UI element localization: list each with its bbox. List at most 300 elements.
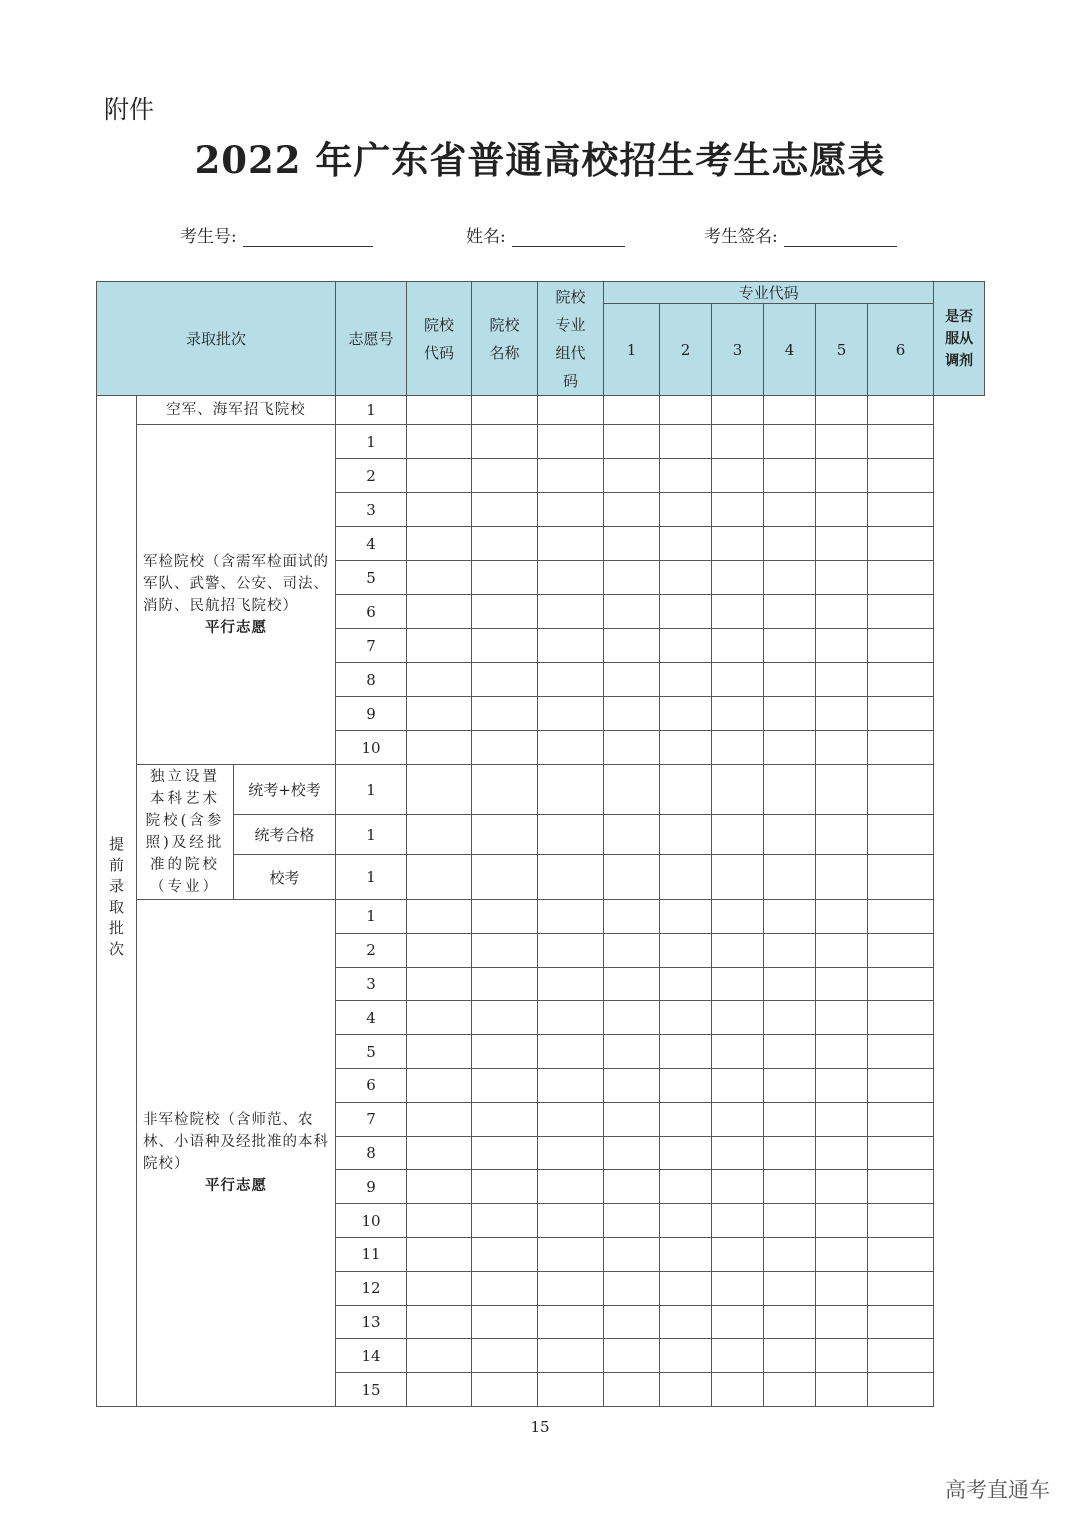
entry-cell[interactable] <box>472 493 538 527</box>
entry-cell[interactable] <box>764 527 816 561</box>
entry-cell[interactable] <box>712 396 764 425</box>
entry-cell[interactable] <box>816 459 868 493</box>
entry-cell[interactable] <box>816 396 868 425</box>
table-row <box>97 765 985 815</box>
exam-type: 统考+校考 <box>234 765 336 815</box>
entry-cell[interactable] <box>712 1305 764 1339</box>
entry-cell[interactable] <box>538 493 604 527</box>
entry-cell[interactable] <box>407 1035 472 1069</box>
entry-cell[interactable] <box>407 396 472 425</box>
entry-cell[interactable] <box>660 1373 712 1407</box>
entry-cell[interactable] <box>868 1170 934 1204</box>
entry-cell[interactable] <box>712 815 764 855</box>
entry-cell[interactable] <box>472 731 538 765</box>
entry-cell[interactable] <box>660 933 712 967</box>
entry-cell[interactable] <box>538 933 604 967</box>
entry-cell[interactable] <box>816 1237 868 1271</box>
group-label-text: 非军检院校（含师范、农林、小语种及经批准的本科院校） <box>143 1111 329 1172</box>
entry-cell[interactable] <box>868 561 934 595</box>
entry-cell[interactable] <box>472 425 538 459</box>
entry-cell[interactable] <box>764 561 816 595</box>
entry-cell[interactable] <box>660 527 712 561</box>
entry-cell[interactable] <box>712 1204 764 1238</box>
entry-cell[interactable] <box>660 1102 712 1136</box>
entry-cell[interactable] <box>816 663 868 697</box>
entry-cell[interactable] <box>816 1204 868 1238</box>
entry-cell[interactable] <box>868 425 934 459</box>
batch-label-text: 提前录取批次 <box>107 835 125 962</box>
entry-cell[interactable] <box>407 1204 472 1238</box>
entry-cell[interactable] <box>764 425 816 459</box>
entry-cell[interactable] <box>816 815 868 855</box>
entry-cell[interactable] <box>538 815 604 855</box>
entry-cell[interactable] <box>407 1001 472 1035</box>
entry-cell[interactable] <box>538 1136 604 1170</box>
entry-cell[interactable] <box>604 1001 660 1035</box>
entry-cell[interactable] <box>604 396 660 425</box>
entry-cell[interactable] <box>868 595 934 629</box>
entry-cell[interactable] <box>816 933 868 967</box>
entry-cell[interactable] <box>472 1305 538 1339</box>
entry-cell[interactable] <box>660 1001 712 1035</box>
wish-number: 13 <box>336 1305 407 1339</box>
group-label <box>137 396 336 425</box>
entry-cell[interactable] <box>712 561 764 595</box>
header-school-code <box>407 282 472 396</box>
name-blank[interactable] <box>512 226 625 247</box>
exam-number-blank[interactable] <box>243 226 373 247</box>
entry-cell[interactable] <box>604 1068 660 1102</box>
entry-cell[interactable] <box>604 629 660 663</box>
entry-cell[interactable] <box>472 1001 538 1035</box>
entry-cell[interactable] <box>712 1068 764 1102</box>
entry-cell[interactable] <box>712 459 764 493</box>
entry-cell[interactable] <box>660 425 712 459</box>
entry-cell[interactable] <box>764 1035 816 1069</box>
entry-cell[interactable] <box>660 900 712 934</box>
entry-cell[interactable] <box>712 1170 764 1204</box>
entry-cell[interactable] <box>816 1068 868 1102</box>
entry-cell[interactable] <box>538 595 604 629</box>
header-wish-no: 志愿号 <box>336 282 407 396</box>
entry-cell[interactable] <box>604 855 660 900</box>
entry-cell[interactable] <box>764 459 816 493</box>
entry-cell[interactable] <box>868 697 934 731</box>
entry-cell[interactable] <box>868 1339 934 1373</box>
entry-cell[interactable] <box>868 1373 934 1407</box>
entry-cell[interactable] <box>538 1102 604 1136</box>
wish-number: 2 <box>336 459 407 493</box>
entry-cell[interactable] <box>816 1102 868 1136</box>
exam-number-field[interactable] <box>180 222 373 247</box>
entry-cell[interactable] <box>660 561 712 595</box>
entry-cell[interactable] <box>816 1136 868 1170</box>
entry-cell[interactable] <box>538 1339 604 1373</box>
entry-cell[interactable] <box>816 855 868 900</box>
entry-cell[interactable] <box>816 595 868 629</box>
entry-cell[interactable] <box>472 967 538 1001</box>
entry-cell[interactable] <box>538 855 604 900</box>
entry-cell[interactable] <box>868 855 934 900</box>
entry-cell[interactable] <box>764 967 816 1001</box>
wish-number: 9 <box>336 697 407 731</box>
entry-cell[interactable] <box>472 765 538 815</box>
entry-cell[interactable] <box>472 595 538 629</box>
entry-cell[interactable] <box>712 967 764 1001</box>
entry-cell[interactable] <box>407 425 472 459</box>
entry-cell[interactable] <box>764 1170 816 1204</box>
entry-cell[interactable] <box>604 697 660 731</box>
entry-cell[interactable] <box>407 1068 472 1102</box>
entry-cell[interactable] <box>712 933 764 967</box>
entry-cell[interactable] <box>407 765 472 815</box>
entry-cell[interactable] <box>660 1305 712 1339</box>
entry-cell[interactable] <box>868 815 934 855</box>
entry-cell[interactable] <box>868 765 934 815</box>
entry-cell[interactable] <box>868 527 934 561</box>
wish-number: 1 <box>336 425 407 459</box>
entry-cell[interactable] <box>816 900 868 934</box>
entry-cell[interactable] <box>407 459 472 493</box>
entry-cell[interactable] <box>712 1136 764 1170</box>
entry-cell[interactable] <box>764 1373 816 1407</box>
entry-cell[interactable] <box>407 527 472 561</box>
entry-cell[interactable] <box>472 629 538 663</box>
entry-cell[interactable] <box>764 933 816 967</box>
entry-cell[interactable] <box>764 1237 816 1271</box>
entry-cell[interactable] <box>604 459 660 493</box>
entry-cell[interactable] <box>816 765 868 815</box>
entry-cell[interactable] <box>712 765 764 815</box>
entry-cell[interactable] <box>660 1068 712 1102</box>
entry-cell[interactable] <box>712 731 764 765</box>
entry-cell[interactable] <box>868 1102 934 1136</box>
entry-cell[interactable] <box>407 900 472 934</box>
entry-cell[interactable] <box>712 1102 764 1136</box>
entry-cell[interactable] <box>764 396 816 425</box>
entry-cell[interactable] <box>816 697 868 731</box>
wish-number: 10 <box>336 731 407 765</box>
entry-cell[interactable] <box>660 663 712 697</box>
entry-cell[interactable] <box>868 900 934 934</box>
entry-cell[interactable] <box>604 1102 660 1136</box>
entry-cell[interactable] <box>472 396 538 425</box>
group-label-text: 空军、海军招飞院校 <box>166 402 306 418</box>
entry-cell[interactable] <box>472 1204 538 1238</box>
wish-number: 5 <box>336 1035 407 1069</box>
name-field[interactable] <box>466 222 625 247</box>
entry-cell[interactable] <box>604 1271 660 1305</box>
entry-cell[interactable] <box>660 396 712 425</box>
entry-cell[interactable] <box>660 855 712 900</box>
entry-cell[interactable] <box>538 967 604 1001</box>
entry-cell[interactable] <box>868 1068 934 1102</box>
entry-cell[interactable] <box>764 1204 816 1238</box>
entry-cell[interactable] <box>538 663 604 697</box>
entry-cell[interactable] <box>604 663 660 697</box>
entry-cell[interactable] <box>407 1373 472 1407</box>
entry-cell[interactable] <box>604 967 660 1001</box>
entry-cell[interactable] <box>538 1305 604 1339</box>
entry-cell[interactable] <box>604 425 660 459</box>
entry-cell[interactable] <box>407 561 472 595</box>
entry-cell[interactable] <box>764 1136 816 1170</box>
entry-cell[interactable] <box>868 967 934 1001</box>
entry-cell[interactable] <box>712 493 764 527</box>
entry-cell[interactable] <box>868 396 934 425</box>
entry-cell[interactable] <box>604 1170 660 1204</box>
entry-cell[interactable] <box>604 1035 660 1069</box>
entry-cell[interactable] <box>407 731 472 765</box>
entry-cell[interactable] <box>868 1001 934 1035</box>
entry-cell[interactable] <box>764 1271 816 1305</box>
entry-cell[interactable] <box>816 1035 868 1069</box>
entry-cell[interactable] <box>712 425 764 459</box>
entry-cell[interactable] <box>407 1170 472 1204</box>
entry-cell[interactable] <box>816 1271 868 1305</box>
entry-cell[interactable] <box>472 1237 538 1271</box>
entry-cell[interactable] <box>764 1068 816 1102</box>
wish-number: 6 <box>336 595 407 629</box>
entry-cell[interactable] <box>604 1305 660 1339</box>
entry-cell[interactable] <box>712 1339 764 1373</box>
entry-cell[interactable] <box>472 459 538 493</box>
entry-cell[interactable] <box>660 1237 712 1271</box>
entry-cell[interactable] <box>868 1305 934 1339</box>
entry-cell[interactable] <box>712 1237 764 1271</box>
exam-type: 校考 <box>234 855 336 900</box>
header-major-1: 1 <box>604 304 660 396</box>
entry-cell[interactable] <box>604 1373 660 1407</box>
entry-cell[interactable] <box>712 1035 764 1069</box>
entry-cell[interactable] <box>472 663 538 697</box>
entry-cell[interactable] <box>868 459 934 493</box>
entry-cell[interactable] <box>538 1170 604 1204</box>
entry-cell[interactable] <box>538 629 604 663</box>
wish-number: 11 <box>336 1237 407 1271</box>
entry-cell[interactable] <box>538 1271 604 1305</box>
entry-cell[interactable] <box>868 663 934 697</box>
entry-cell[interactable] <box>816 1170 868 1204</box>
entry-cell[interactable] <box>712 527 764 561</box>
entry-cell[interactable] <box>604 1339 660 1373</box>
entry-cell[interactable] <box>764 1102 816 1136</box>
entry-cell[interactable] <box>604 595 660 629</box>
entry-cell[interactable] <box>472 1068 538 1102</box>
entry-cell[interactable] <box>407 855 472 900</box>
entry-cell[interactable] <box>764 493 816 527</box>
entry-cell[interactable] <box>660 493 712 527</box>
entry-cell[interactable] <box>660 731 712 765</box>
entry-cell[interactable] <box>604 900 660 934</box>
entry-cell[interactable] <box>472 1102 538 1136</box>
entry-cell[interactable] <box>764 1305 816 1339</box>
entry-cell[interactable] <box>764 900 816 934</box>
entry-cell[interactable] <box>407 1305 472 1339</box>
entry-cell[interactable] <box>660 1136 712 1170</box>
entry-cell[interactable] <box>764 595 816 629</box>
entry-cell[interactable] <box>407 967 472 1001</box>
entry-cell[interactable] <box>816 527 868 561</box>
entry-cell[interactable] <box>604 933 660 967</box>
entry-cell[interactable] <box>604 527 660 561</box>
entry-cell[interactable] <box>407 1339 472 1373</box>
header-group-code <box>538 282 604 396</box>
entry-cell[interactable] <box>712 855 764 900</box>
header-batch: 录取批次 <box>97 282 336 396</box>
entry-cell[interactable] <box>660 815 712 855</box>
entry-cell[interactable] <box>816 561 868 595</box>
entry-cell[interactable] <box>816 1373 868 1407</box>
entry-cell[interactable] <box>660 1204 712 1238</box>
entry-cell[interactable] <box>538 731 604 765</box>
entry-cell[interactable] <box>538 459 604 493</box>
entry-cell[interactable] <box>472 697 538 731</box>
entry-cell[interactable] <box>868 933 934 967</box>
entry-cell[interactable] <box>660 697 712 731</box>
entry-cell[interactable] <box>816 967 868 1001</box>
entry-cell[interactable] <box>764 765 816 815</box>
entry-cell[interactable] <box>604 815 660 855</box>
entry-cell[interactable] <box>472 933 538 967</box>
entry-cell[interactable] <box>472 1170 538 1204</box>
entry-cell[interactable] <box>538 1237 604 1271</box>
entry-cell[interactable] <box>712 697 764 731</box>
entry-cell[interactable] <box>712 1271 764 1305</box>
entry-cell[interactable] <box>712 1001 764 1035</box>
entry-cell[interactable] <box>472 1373 538 1407</box>
entry-cell[interactable] <box>816 1339 868 1373</box>
entry-cell[interactable] <box>764 1001 816 1035</box>
entry-cell[interactable] <box>538 1035 604 1069</box>
entry-cell[interactable] <box>816 1001 868 1035</box>
entry-cell[interactable] <box>472 1035 538 1069</box>
entry-cell[interactable] <box>472 900 538 934</box>
entry-cell[interactable] <box>868 731 934 765</box>
entry-cell[interactable] <box>816 629 868 663</box>
entry-cell[interactable] <box>660 629 712 663</box>
entry-cell[interactable] <box>712 1373 764 1407</box>
entry-cell[interactable] <box>604 1204 660 1238</box>
entry-cell[interactable] <box>764 629 816 663</box>
entry-cell[interactable] <box>604 1136 660 1170</box>
entry-cell[interactable] <box>407 697 472 731</box>
entry-cell[interactable] <box>660 967 712 1001</box>
entry-cell[interactable] <box>660 1035 712 1069</box>
entry-cell[interactable] <box>538 527 604 561</box>
entry-cell[interactable] <box>712 900 764 934</box>
entry-cell[interactable] <box>472 1271 538 1305</box>
entry-cell[interactable] <box>538 1204 604 1238</box>
entry-cell[interactable] <box>660 1170 712 1204</box>
wish-number: 3 <box>336 493 407 527</box>
entry-cell[interactable] <box>816 1305 868 1339</box>
entry-cell[interactable] <box>764 663 816 697</box>
entry-cell[interactable] <box>472 527 538 561</box>
entry-cell[interactable] <box>868 1035 934 1069</box>
entry-cell[interactable] <box>407 595 472 629</box>
entry-cell[interactable] <box>660 1339 712 1373</box>
entry-cell[interactable] <box>868 629 934 663</box>
entry-cell[interactable] <box>538 561 604 595</box>
entry-cell[interactable] <box>868 1237 934 1271</box>
entry-cell[interactable] <box>407 1102 472 1136</box>
entry-cell[interactable] <box>472 1136 538 1170</box>
entry-cell[interactable] <box>407 1237 472 1271</box>
entry-cell[interactable] <box>407 1136 472 1170</box>
page-number: 15 <box>530 1418 550 1436</box>
entry-cell[interactable] <box>407 629 472 663</box>
entry-cell[interactable] <box>660 459 712 493</box>
signature-field[interactable] <box>704 222 897 247</box>
entry-cell[interactable] <box>407 1271 472 1305</box>
entry-cell[interactable] <box>472 1339 538 1373</box>
entry-cell[interactable] <box>660 765 712 815</box>
entry-cell[interactable] <box>764 855 816 900</box>
entry-cell[interactable] <box>538 900 604 934</box>
entry-cell[interactable] <box>868 1204 934 1238</box>
entry-cell[interactable] <box>604 731 660 765</box>
entry-cell[interactable] <box>764 731 816 765</box>
entry-cell[interactable] <box>712 629 764 663</box>
entry-cell[interactable] <box>407 815 472 855</box>
entry-cell[interactable] <box>816 493 868 527</box>
entry-cell[interactable] <box>538 697 604 731</box>
entry-cell[interactable] <box>868 493 934 527</box>
group-code-text: 院校专业组代码 <box>555 287 586 390</box>
name-label: 姓名: <box>466 227 506 247</box>
entry-cell[interactable] <box>538 765 604 815</box>
school-name-text: 院校名称 <box>489 315 520 362</box>
wish-number: 5 <box>336 561 407 595</box>
header-major-4: 4 <box>764 304 816 396</box>
entry-cell[interactable] <box>407 933 472 967</box>
entry-cell[interactable] <box>868 1136 934 1170</box>
entry-cell[interactable] <box>712 595 764 629</box>
entry-cell[interactable] <box>472 855 538 900</box>
entry-cell[interactable] <box>660 1271 712 1305</box>
wish-number: 1 <box>336 396 407 425</box>
entry-cell[interactable] <box>472 561 538 595</box>
entry-cell[interactable] <box>604 561 660 595</box>
header-major-6: 6 <box>868 304 934 396</box>
entry-cell[interactable] <box>816 731 868 765</box>
entry-cell[interactable] <box>407 493 472 527</box>
entry-cell[interactable] <box>868 1271 934 1305</box>
header-school-name <box>472 282 538 396</box>
entry-cell[interactable] <box>538 396 604 425</box>
entry-cell[interactable] <box>472 815 538 855</box>
entry-cell[interactable] <box>764 697 816 731</box>
wish-number: 3 <box>336 967 407 1001</box>
entry-cell[interactable] <box>764 815 816 855</box>
entry-cell[interactable] <box>538 1001 604 1035</box>
entry-cell[interactable] <box>764 1339 816 1373</box>
signature-blank[interactable] <box>784 226 897 247</box>
wish-number: 15 <box>336 1373 407 1407</box>
entry-cell[interactable] <box>407 663 472 697</box>
entry-cell[interactable] <box>660 595 712 629</box>
entry-cell[interactable] <box>816 425 868 459</box>
entry-cell[interactable] <box>604 493 660 527</box>
wish-number: 1 <box>336 815 407 855</box>
entry-cell[interactable] <box>538 1068 604 1102</box>
entry-cell[interactable] <box>538 1373 604 1407</box>
entry-cell[interactable] <box>604 1237 660 1271</box>
entry-cell[interactable] <box>538 425 604 459</box>
entry-cell[interactable] <box>604 765 660 815</box>
entry-cell[interactable] <box>712 663 764 697</box>
